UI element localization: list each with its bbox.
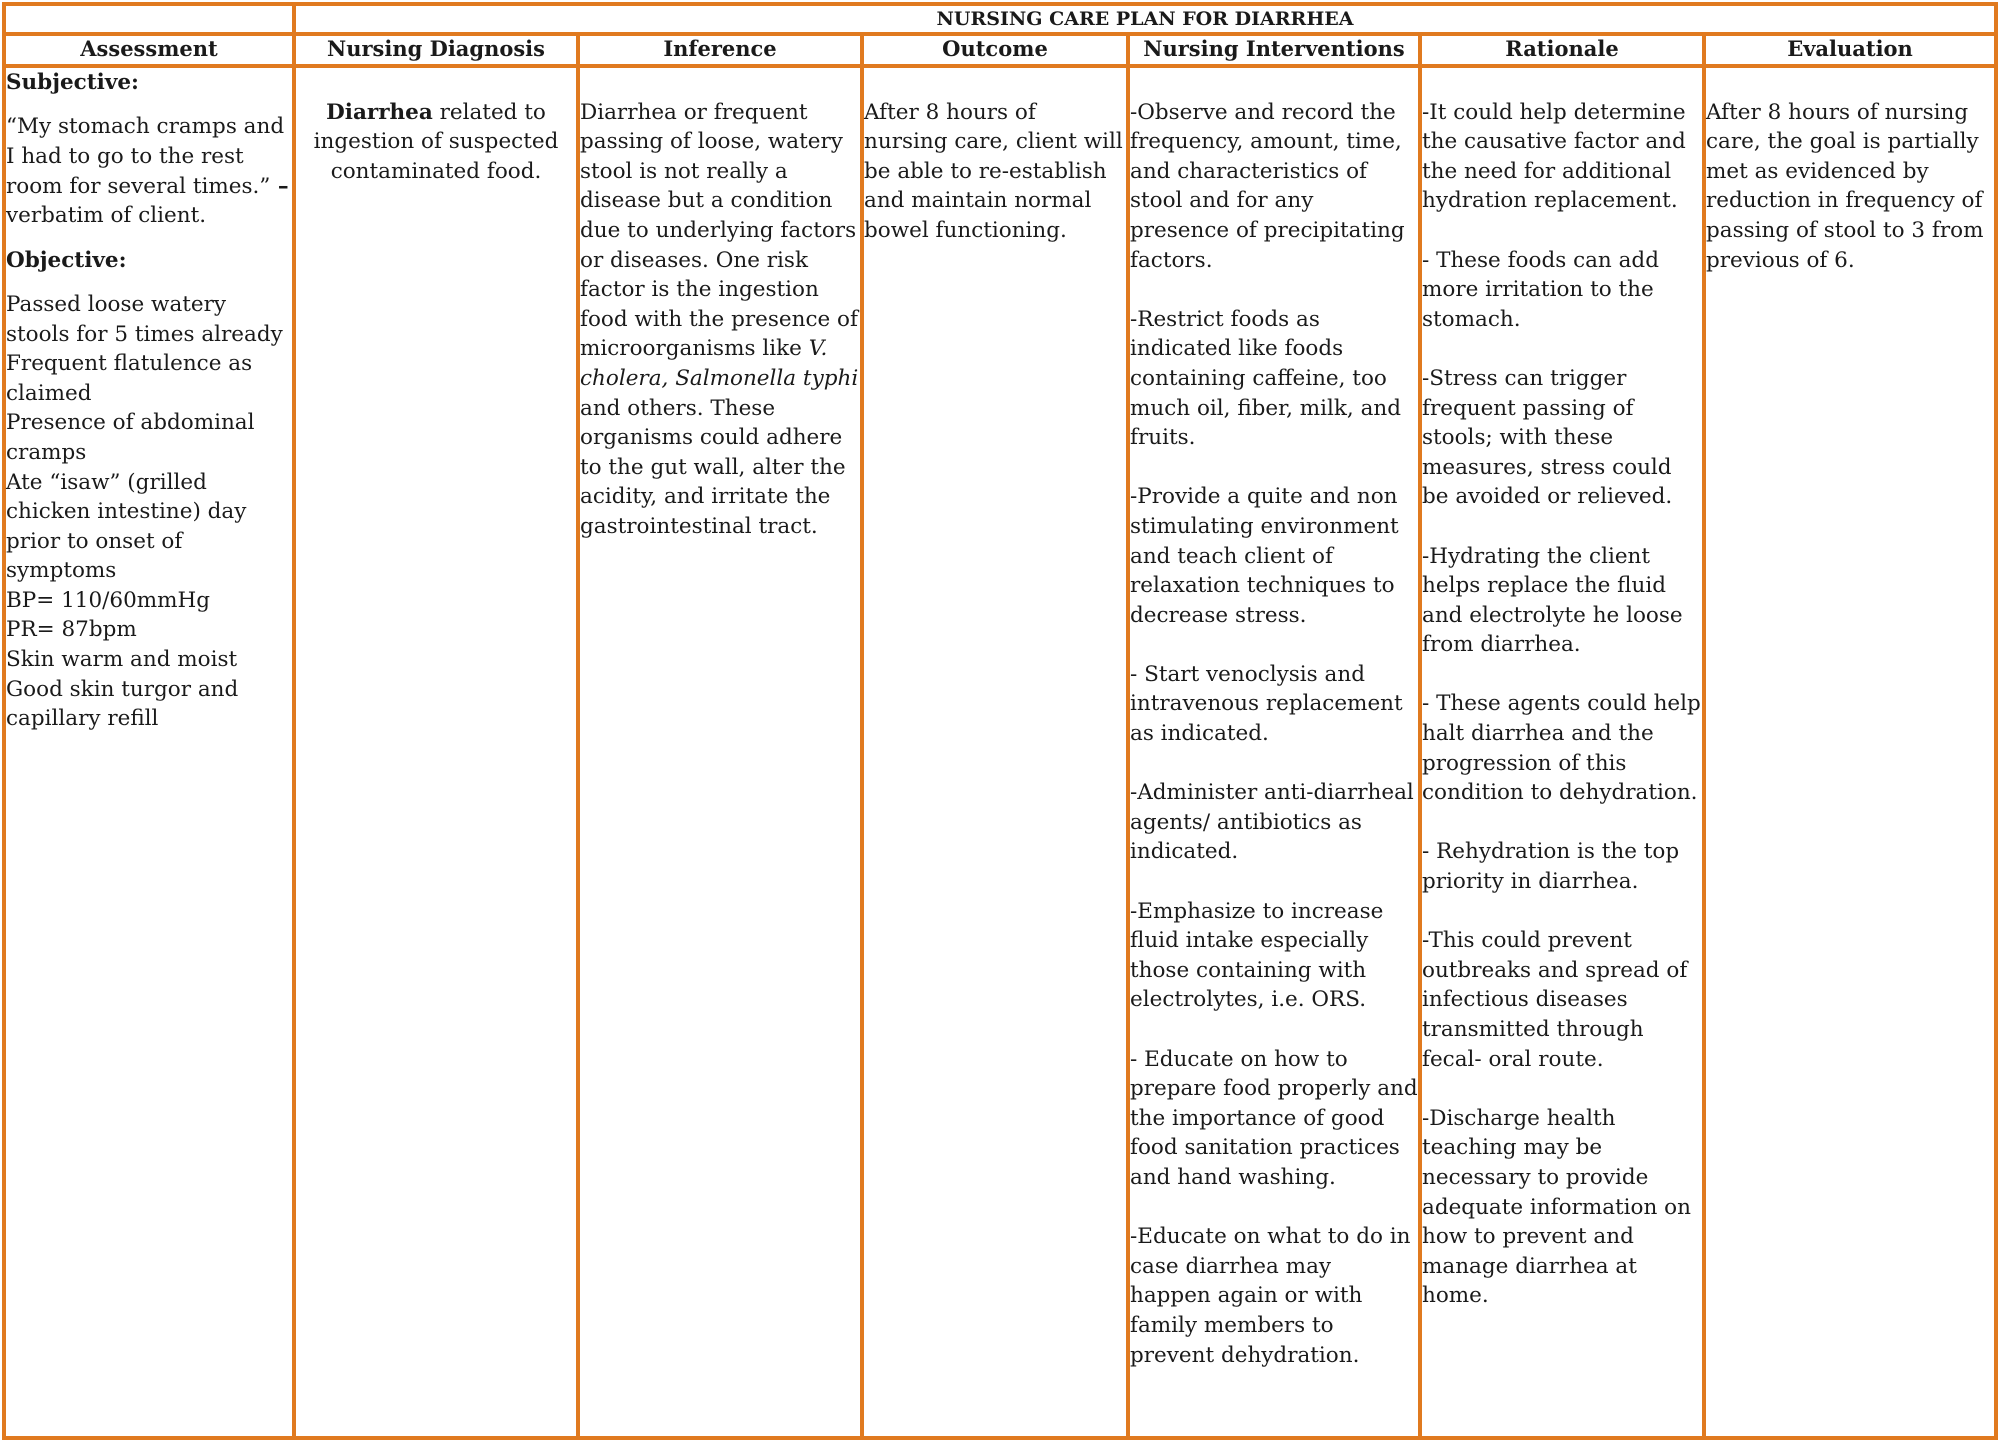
- diagnosis-cell: [294, 66, 578, 1438]
- content-row: [4, 66, 1996, 1438]
- intervention-item: - Educate on how to prepare food properly and the importance of good food sanitation practices and hand washing.: [1130, 1046, 1418, 1190]
- objective-item: Ate “isaw” (grilled chicken intestine) day prior to onset of symptoms: [6, 469, 247, 584]
- outcome-content: After 8 hours of nursing care, client will be able to re-establish and maintain normal bowel functioning.: [864, 99, 1123, 243]
- rationale-item: -This could prevent outbreaks and spread of infectious diseases transmitted through fecal- oral route.: [1422, 928, 1688, 1072]
- subjective-statement: [6, 112, 292, 230]
- rationale-item: -Discharge health teaching may be necessary to provide adequate information on how to prevent and manage diarrhea at home.: [1422, 1105, 1691, 1309]
- objective-label: Objective:: [6, 247, 127, 273]
- rationale-item: -Hydrating the client helps replace the fluid and electrolyte he loose from diarrhea.: [1422, 543, 1683, 658]
- intervention-item: -Educate on what to do in case diarrhea may happen again or with family members to prevent dehydration.: [1130, 1224, 1411, 1368]
- intervention-item: - Start venoclysis and intravenous replacement as indicated.: [1130, 661, 1403, 747]
- intervention-item: -Observe and record the frequency, amount, time, and characteristics of stool and for any presence of precipitating factors.: [1130, 99, 1405, 273]
- evaluation-content: After 8 hours of nursing care, the goal is partially met as evidenced by reduction in frequency of passing of stool to 3 from previous of 6.: [1706, 99, 1984, 273]
- intervention-item: -Administer anti-diarrheal agents/ antibiotics as indicated.: [1130, 780, 1414, 865]
- intervention-item: -Emphasize to increase fluid intake especially those containing with electrolytes, i.e. ORS.: [1130, 898, 1384, 1013]
- objective-item: Skin warm and moist: [6, 647, 238, 673]
- header-nursing-interventions: Nursing Interventions: [1128, 34, 1420, 66]
- inference-cell: [578, 66, 862, 1438]
- subjective-dash: –: [270, 173, 289, 199]
- inference-part-1: Diarrhea or frequent passing of loose, watery stool is not really a disease but a condition due to underlying factors or diseases. One risk factor is the ingestion food with the presence of microorganisms like: [580, 99, 858, 362]
- evaluation-cell: [1704, 66, 1996, 1438]
- interventions-cell: [1128, 66, 1420, 1438]
- interventions-list: [1130, 68, 1418, 1370]
- header-nursing-diagnosis: Nursing Diagnosis: [294, 34, 578, 66]
- subjective-label: Subjective:: [6, 70, 139, 95]
- header-evaluation: Evaluation: [1704, 34, 1996, 66]
- intervention-item: -Provide a quite and non stimulating environment and teach client of relaxation techniques to decrease stress.: [1130, 484, 1399, 628]
- objective-item: PR= 87bpm: [6, 617, 137, 643]
- inference-part-2: and others. These organisms could adhere to the gut wall, alter the acidity, and irritate the gastrointestinal tract.: [580, 395, 846, 539]
- blank-corner-cell: [4, 4, 294, 34]
- inference-organisms: V. cholera, Salmonella typhi: [580, 336, 859, 391]
- objective-item: Passed loose watery stools for 5 times already: [6, 291, 283, 347]
- objective-item: Presence of abdominal cramps: [6, 410, 255, 465]
- intervention-item: -Restrict foods as indicated like foods containing caffeine, too much oil, fiber, milk, and fruits.: [1130, 306, 1401, 451]
- assessment-content: [6, 68, 292, 734]
- subjective-attribution: verbatim of client.: [6, 203, 207, 229]
- rationale-item: - These agents could help halt diarrhea and the progression of this condition to dehydration.: [1422, 691, 1701, 806]
- objective-item: Good skin turgor and capillary refill: [6, 676, 239, 732]
- objective-item: BP= 110/60mmHg: [6, 587, 211, 613]
- care-plan-table: [2, 2, 1998, 1440]
- objective-item: Frequent flatulence as claimed: [6, 351, 253, 406]
- header-rationale: Rationale: [1420, 34, 1704, 66]
- header-inference: Inference: [578, 34, 862, 66]
- inference-content: [580, 68, 860, 542]
- rationale-item: -Stress can trigger frequent passing of stools; with these measures, stress could be avoided or relieved.: [1422, 365, 1673, 510]
- header-row: [4, 34, 1996, 66]
- rationale-item: - These foods can add more irritation to the stomach.: [1422, 247, 1659, 332]
- rationale-list: [1422, 68, 1702, 1311]
- diagnosis-term: Diarrhea: [326, 99, 433, 125]
- rationale-item: -It could help determine the causative factor and the need for additional hydration replacement.: [1422, 99, 1686, 214]
- table-title: NURSING CARE PLAN FOR DIARRHEA: [294, 4, 1996, 34]
- diagnosis-content: [296, 68, 576, 186]
- rationale-cell: [1420, 66, 1704, 1438]
- diagnosis-related-to: related to ingestion of suspected contaminated food.: [313, 99, 559, 184]
- assessment-cell: [4, 66, 294, 1438]
- rationale-item: - Rehydration is the top priority in diarrhea.: [1422, 839, 1680, 895]
- header-outcome: Outcome: [862, 34, 1128, 66]
- header-assessment: Assessment: [4, 34, 294, 66]
- title-row: [4, 4, 1996, 34]
- subjective-quote: “My stomach cramps and I had to go to the rest room for several times.”: [6, 114, 285, 199]
- outcome-cell: [862, 66, 1128, 1438]
